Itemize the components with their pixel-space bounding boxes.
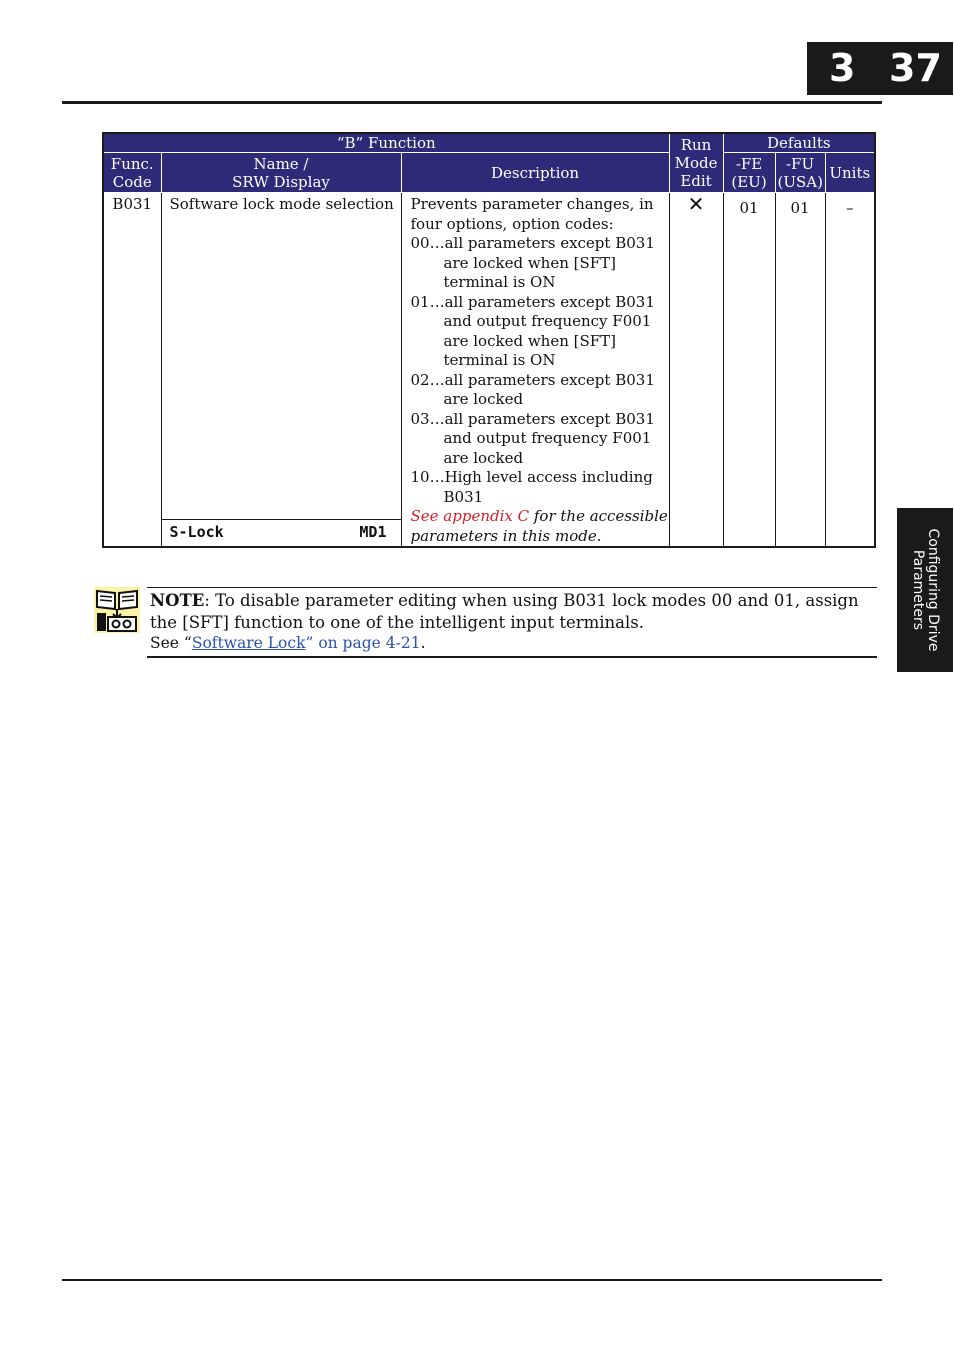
option-code-item: 10…High level access including B031	[410, 468, 653, 506]
fu-default-cell: 01	[775, 193, 825, 548]
description-cell: Prevents parameter changes, in four options, option codes: 00…all parameters except B031 are locked when [SFT] terminal is ON 01…all parameters except B031 and output frequency F001 are locked when [SFT] terminal is ON 02…all parameters except B031 are locked 03…all parameters except B031 and output frequency F001 are locked 10…High level access including B031 See appendix C for the accessible parameters in this mode.	[401, 193, 669, 548]
units-cell: –	[825, 193, 875, 548]
page-number-badge	[807, 42, 953, 95]
footer-rule	[62, 1279, 882, 1281]
fu-usa-header: -FU (USA)	[775, 153, 825, 193]
group-title-header: “B” Function	[103, 133, 669, 153]
run-mode-edit-header: Run Mode Edit	[669, 133, 723, 193]
see-reference: See “Software Lock” on page 4-21.	[150, 634, 426, 652]
option-code-item: 01…all parameters except B031 and output frequency F001 are locked when [SFT] terminal is ON	[410, 292, 655, 369]
side-tab-line2: Parameters	[910, 549, 926, 631]
parameter-name: Software lock mode selection	[169, 195, 394, 213]
option-code-item: 00…all parameters except B031 are locked when [SFT] terminal is ON	[410, 234, 655, 291]
func-code-cell: B031	[103, 193, 161, 548]
not-allowed-x-icon: ✕	[687, 192, 705, 216]
name-cell	[161, 193, 401, 548]
appendix-c-link[interactable]: See appendix C	[410, 507, 530, 525]
note-body: : To disable parameter editing when using B031 lock modes 00 and 01, assign the [SFT] function to one of the intelligent input terminals.	[150, 591, 859, 632]
table-row	[103, 193, 875, 548]
option-code-list	[411, 234, 663, 507]
section-side-tab	[897, 508, 953, 672]
name-header: Name / SRW Display	[161, 153, 401, 193]
b-function-table	[102, 132, 876, 548]
page-number: 37	[889, 46, 942, 90]
fe-eu-header: -FE (EU)	[723, 153, 775, 193]
note-rule-bottom	[147, 656, 877, 658]
page-reference-link[interactable]: ” on page 4-21	[305, 634, 421, 652]
note-block	[150, 590, 878, 655]
srw-display	[162, 519, 401, 546]
units-header: Units	[825, 153, 875, 193]
note-label: NOTE	[150, 591, 205, 610]
defaults-header: Defaults	[723, 133, 875, 153]
side-tab-line1: Configuring Drive	[925, 528, 941, 652]
func-code-header: Func. Code	[103, 153, 161, 193]
srw-display-name: S-Lock	[169, 523, 224, 541]
option-code-item: 03…all parameters except B031 and output frequency F001 are locked	[410, 409, 655, 467]
run-mode-edit-cell	[669, 193, 723, 548]
software-lock-link[interactable]: Software Lock	[191, 634, 306, 652]
header-rule	[62, 101, 882, 104]
note-book-icon	[94, 587, 140, 633]
option-code-item: 02…all parameters except B031 are locked	[410, 370, 655, 408]
srw-display-code: MD1	[359, 523, 387, 541]
description-header: Description	[401, 153, 669, 193]
chapter-number: 3	[829, 46, 856, 90]
note-rule-top	[147, 587, 877, 588]
fe-default-cell: 01	[723, 193, 775, 548]
